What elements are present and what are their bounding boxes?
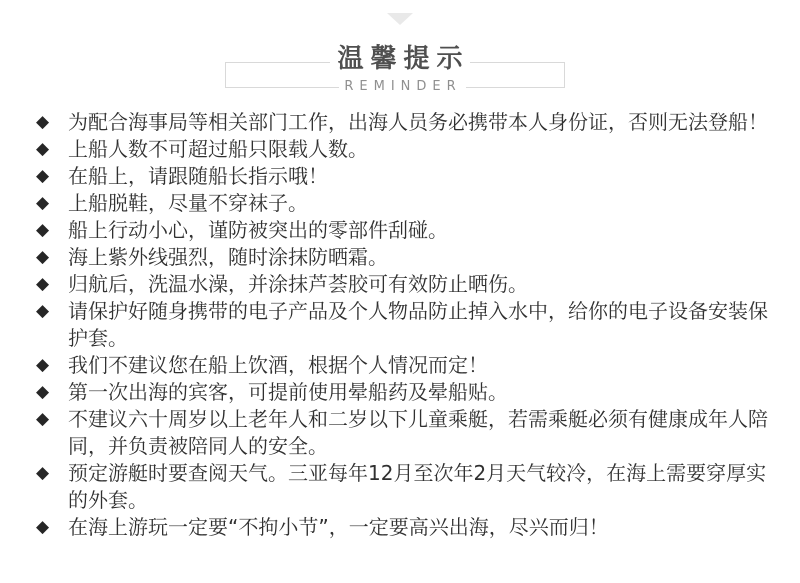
list-item [36, 514, 773, 541]
list-item [36, 217, 773, 244]
diamond-bullet-icon: ◆ [36, 193, 50, 213]
list-item [36, 136, 773, 163]
reminder-text: 海上紫外线强烈，随时涂抹防晒霜。 [68, 245, 388, 269]
diamond-bullet-icon: ◆ [36, 112, 50, 132]
reminder-text: 请保护好随身携带的电子产品及个人物品防止掉入水中，给你的电子设备安装保护套。 [68, 299, 768, 350]
page-subtitle: REMINDER [344, 79, 462, 94]
reminder-text: 在海上游玩一定要“不拘小节”，一定要高兴出海，尽兴而归！ [68, 515, 609, 539]
reminder-text: 上船脱鞋，尽量不穿袜子。 [68, 191, 308, 215]
page-title: 温馨提示 [337, 44, 470, 74]
list-item [36, 109, 773, 136]
list-item [36, 460, 773, 514]
header [0, 0, 800, 108]
diamond-bullet-icon: ◆ [36, 247, 50, 267]
diamond-bullet-icon: ◆ [36, 274, 50, 294]
reminder-text: 归航后，洗温水澡，并涂抹芦荟胶可有效防止晒伤。 [68, 272, 528, 296]
reminder-text: 在船上，请跟随船长指示哦！ [68, 164, 328, 188]
reminder-text: 船上行动小心，谨防被突出的零部件刮碰。 [68, 218, 448, 242]
list-item [36, 190, 773, 217]
diamond-bullet-icon: ◆ [36, 355, 50, 375]
list-item [36, 271, 773, 298]
reminder-text: 为配合海事局等相关部门工作，出海人员务必携带本人身份证，否则无法登船！ [68, 110, 768, 134]
reminder-text: 第一次出海的宾客，可提前使用晕船药及晕船贴。 [68, 380, 508, 404]
list-item [36, 244, 773, 271]
reminder-list [36, 109, 773, 541]
reminder-text: 我们不建议您在船上饮酒，根据个人情况而定！ [68, 353, 488, 377]
diamond-bullet-icon: ◆ [36, 517, 50, 537]
reminder-text: 上船人数不可超过船只限载人数。 [68, 137, 368, 161]
diamond-bullet-icon: ◆ [36, 382, 50, 402]
reminder-text: 不建议六十周岁以上老年人和二岁以下儿童乘艇，若需乘艇必须有健康成年人陪同，并负责被陪同人的安全。 [68, 407, 768, 458]
list-item [36, 406, 773, 460]
diamond-bullet-icon: ◆ [36, 139, 50, 159]
list-item [36, 163, 773, 190]
list-item [36, 379, 773, 406]
diamond-bullet-icon: ◆ [36, 301, 50, 321]
diamond-bullet-icon: ◆ [36, 166, 50, 186]
diamond-bullet-icon: ◆ [36, 220, 50, 240]
list-item [36, 298, 773, 352]
diamond-bullet-icon: ◆ [36, 463, 50, 483]
list-item [36, 352, 773, 379]
diamond-bullet-icon: ◆ [36, 409, 50, 429]
reminder-text: 预定游艇时要查阅天气。三亚每年12月至次年2月天气较冷，在海上需要穿厚实的外套。 [68, 461, 767, 512]
